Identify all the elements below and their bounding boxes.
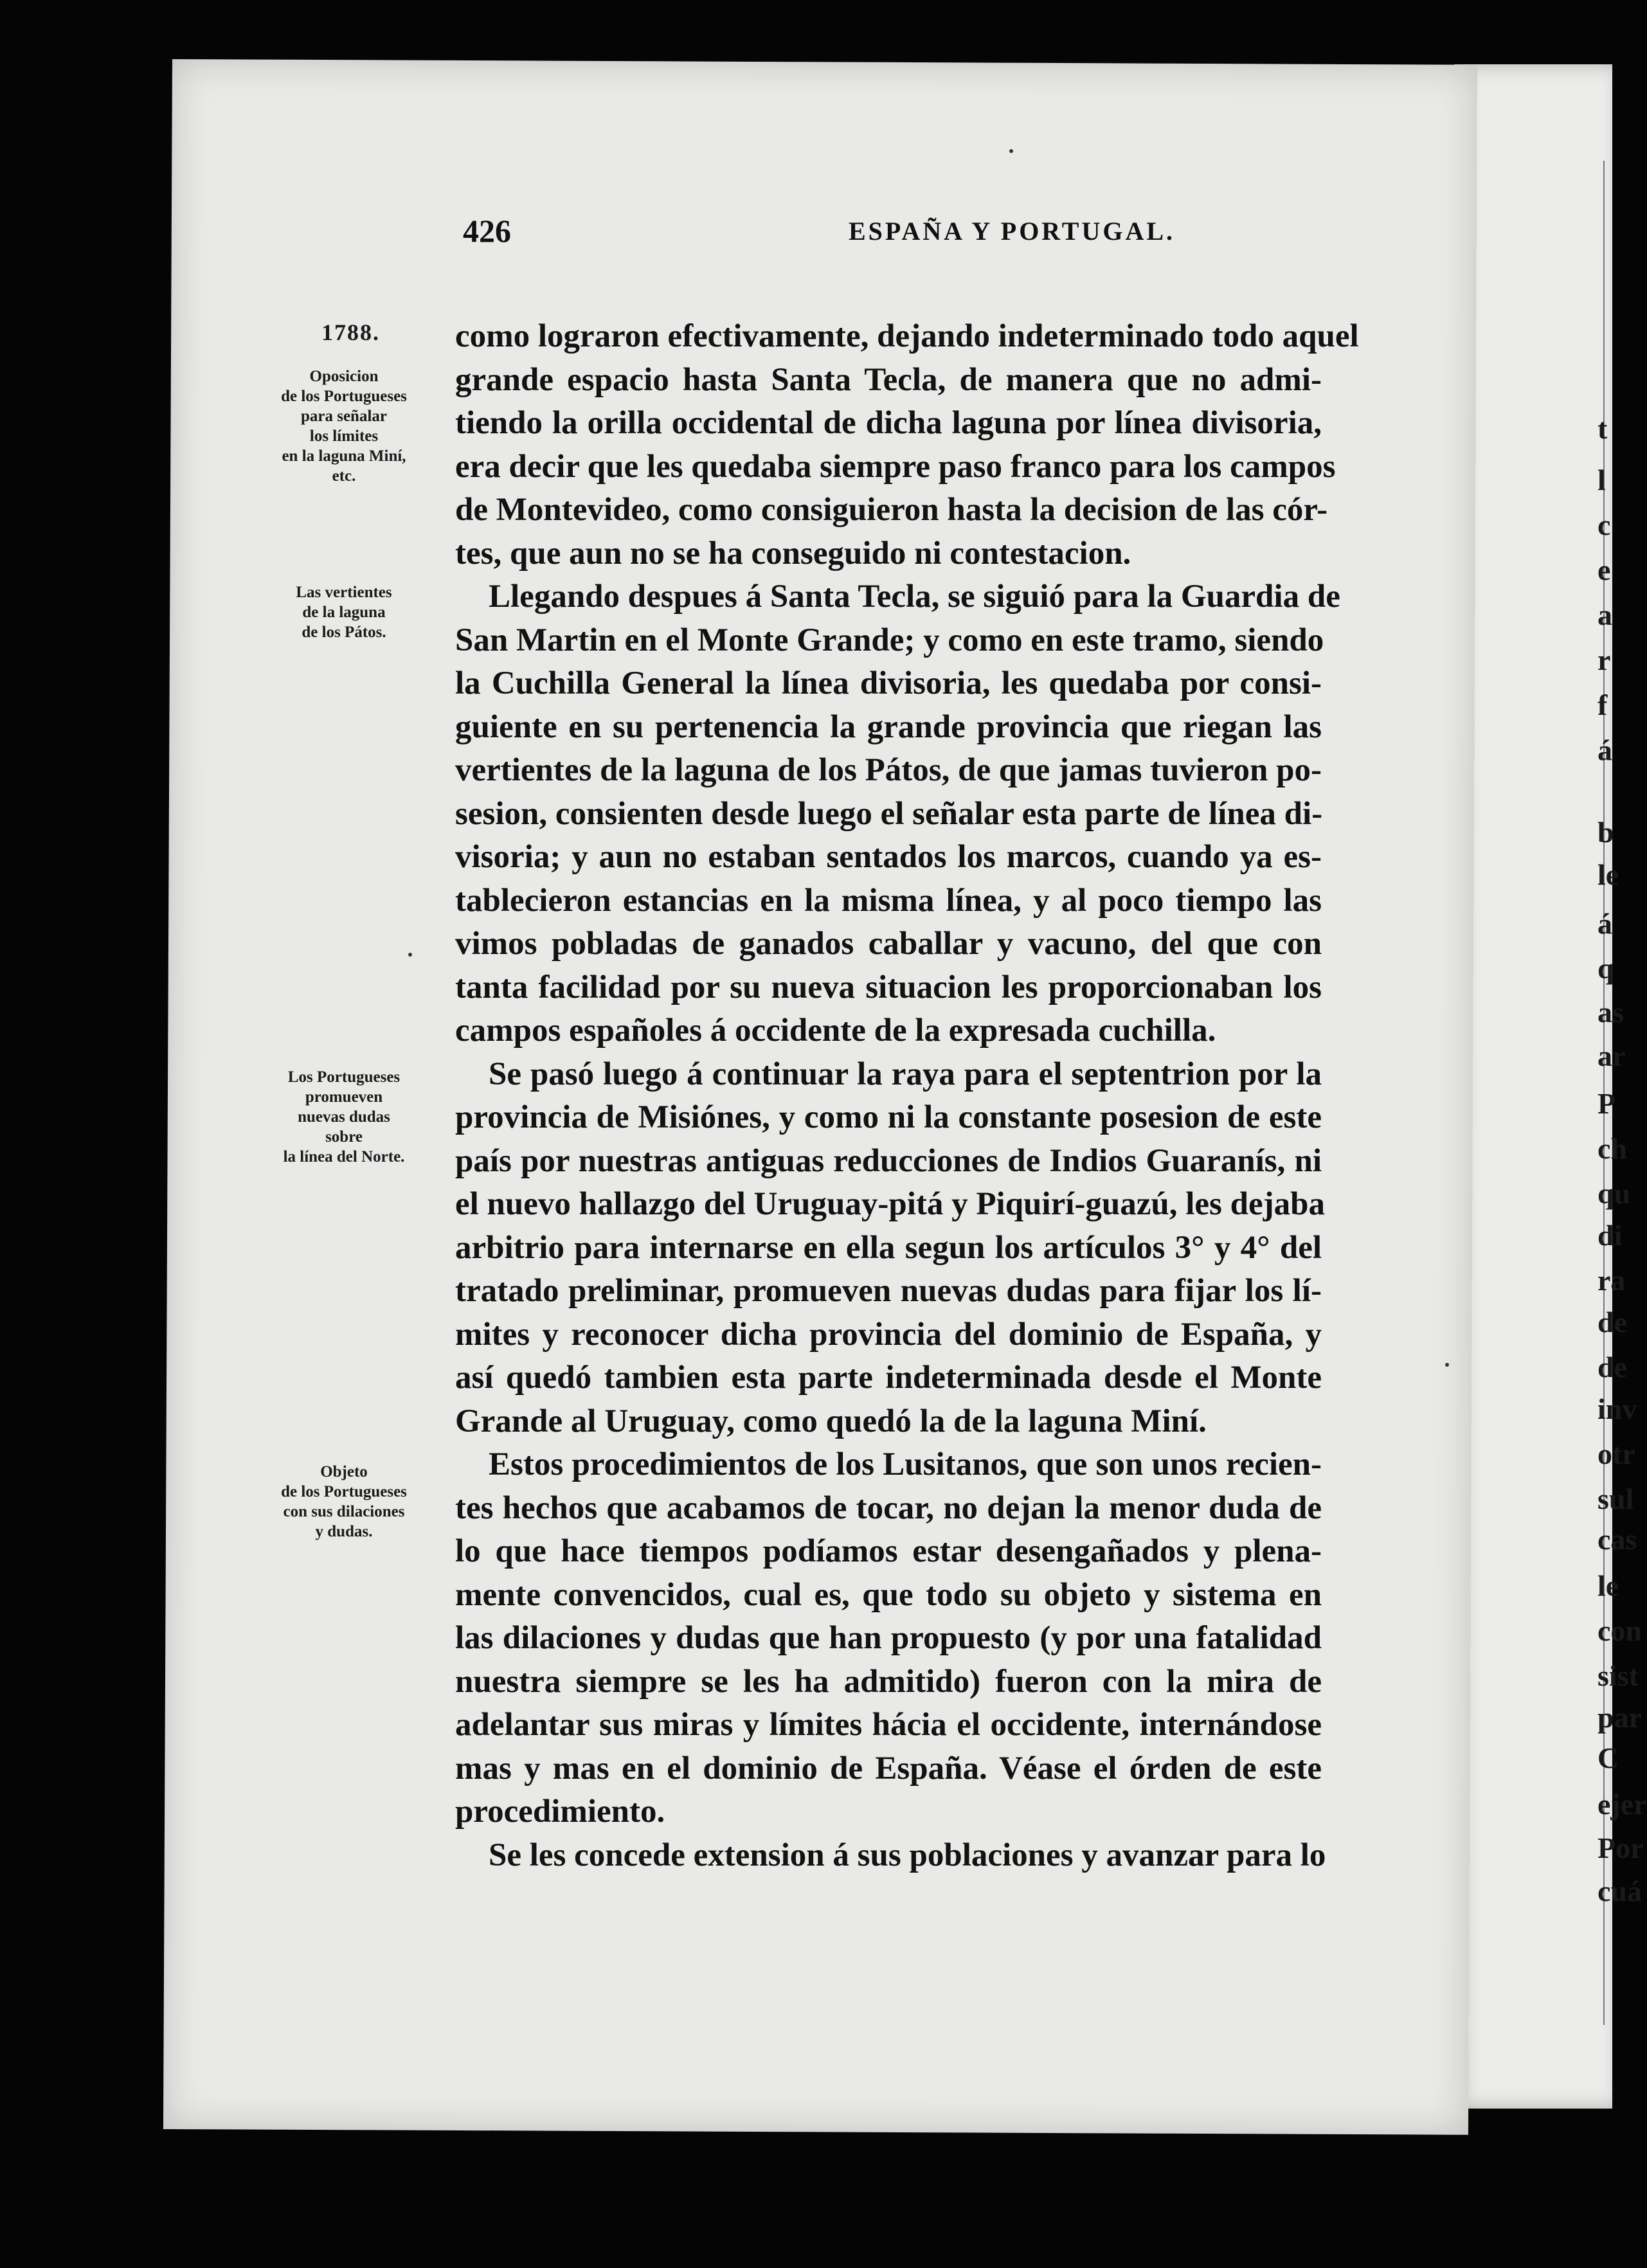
- note-line: Los Portugueses: [287, 1068, 401, 1086]
- body-line: provincia de Misiónes, y como ni la constante posesion de este: [455, 1099, 1322, 1135]
- adjacent-page-fragment: sist: [1598, 1659, 1639, 1692]
- body-line: vertientes de la laguna de los Pátos, de que jamas tuvieron po-: [455, 752, 1322, 788]
- body-line: mente convencidos, cual es, que todo su objeto y sistema en: [455, 1576, 1322, 1613]
- adjacent-page-fragment: par: [1598, 1701, 1642, 1734]
- adjacent-page-fragment: a: [1598, 598, 1612, 631]
- scan-speck: [1445, 1363, 1449, 1367]
- adjacent-page-fragment: le: [1598, 858, 1619, 891]
- note-line: nuevas dudas: [298, 1108, 390, 1126]
- body-line: tiendo la orilla occidental de dicha laguna por línea divisoria,: [455, 405, 1322, 441]
- adjacent-page-fragment: sul: [1598, 1482, 1634, 1515]
- body-line: visoria; y aun no estaban sentados los marcos, cuando ya es-: [455, 839, 1322, 875]
- adjacent-page-fragment: q: [1598, 952, 1614, 985]
- adjacent-page-fragment: ejer: [1598, 1788, 1647, 1821]
- note-line: sobre: [325, 1128, 363, 1146]
- note-line: Objeto: [320, 1463, 368, 1480]
- body-line: el nuevo hallazgo del Uruguay-pitá y Piquirí-guazú, les dejaba: [455, 1186, 1325, 1222]
- scan-speck: [408, 953, 412, 957]
- note-line: Oposicion: [309, 368, 379, 385]
- adjacent-page-fragment: as: [1598, 996, 1624, 1029]
- note-line: de los Pátos.: [302, 624, 386, 641]
- body-line: mas y mas en el dominio de España. Véase el órden de este: [455, 1750, 1322, 1787]
- adjacent-page-fragment: r: [1598, 644, 1611, 676]
- body-line: la Cuchilla General la línea divisoria, les quedaba por consi-: [455, 665, 1322, 701]
- adjacent-page-fragment: C: [1598, 1742, 1619, 1774]
- adjacent-page-fragment: f: [1598, 688, 1608, 721]
- adjacent-page-fragment: c: [1598, 509, 1611, 541]
- adjacent-page-fragment: ar: [1598, 1040, 1626, 1072]
- margin-note-linea-norte: [251, 1067, 437, 1167]
- adjacent-page-fragment: á: [1598, 734, 1612, 766]
- adjacent-page-fragment: le: [1598, 1569, 1619, 1602]
- running-title: ESPAÑA Y PORTUGAL.: [849, 217, 1176, 246]
- body-line: tablecieron estancias en la misma línea, y al poco tiempo las: [455, 882, 1322, 919]
- note-line: con sus dilaciones: [283, 1503, 405, 1520]
- page-number: 426: [463, 213, 511, 249]
- body-line: como lograron efectivamente, dejando indeterminado todo aquel: [455, 318, 1359, 354]
- body-line: procedimiento.: [455, 1794, 665, 1830]
- body-line: era decir que les quedaba siempre paso franco para los campos: [455, 448, 1336, 485]
- body-line: tes, que aun no se ha conseguido ni contestacion.: [455, 535, 1131, 572]
- adjacent-page-fragment: l: [1598, 464, 1606, 496]
- adjacent-page-fragment: ch: [1598, 1132, 1627, 1165]
- note-line: Las vertientes: [296, 584, 392, 601]
- adjacent-page-fragment: con: [1598, 1614, 1642, 1647]
- adjacent-page-fragment: de: [1598, 1306, 1627, 1338]
- margin-year: 1788.: [321, 320, 380, 345]
- body-line: vimos pobladas de ganados caballar y vacuno, del que con: [455, 926, 1322, 962]
- adjacent-page-fragment: ra: [1598, 1264, 1626, 1297]
- adjacent-page-fragment: cas: [1598, 1523, 1637, 1556]
- body-line: tes hechos que acabamos de tocar, no dejan la menor duda de: [455, 1490, 1322, 1526]
- note-line: promueven: [305, 1088, 383, 1106]
- body-line: tratado preliminar, promueven nuevas dudas para fijar los lí-: [455, 1273, 1322, 1309]
- page-header: [283, 212, 1305, 251]
- body-line: arbitrio para internarse en ella segun los artículos 3° y 4° del: [455, 1229, 1322, 1266]
- adjacent-page-fragment: de: [1598, 1351, 1627, 1383]
- adjacent-page-fragment: t: [1598, 412, 1608, 445]
- body-line: lo que hace tiempos podíamos estar desengañados y plena-: [455, 1533, 1322, 1569]
- body-line: nuestra siempre se les ha admitido) fueron con la mira de: [455, 1663, 1322, 1700]
- body-line: Llegando despues á Santa Tecla, se siguió para la Guardia de: [489, 579, 1340, 615]
- adjacent-page-fragment: b: [1598, 816, 1614, 849]
- margin-note-oposicion: [251, 366, 437, 486]
- body-line: grande espacio hasta Santa Tecla, de manera que no admi-: [455, 361, 1322, 398]
- body-line: país por nuestras antiguas reducciones de Indios Guaranís, ni: [455, 1142, 1322, 1179]
- adjacent-page-fragment: inv: [1598, 1392, 1637, 1425]
- adjacent-page-fragment: Por: [1598, 1832, 1644, 1864]
- note-line: etc.: [332, 467, 356, 485]
- adjacent-page-fragment: di: [1598, 1219, 1623, 1252]
- body-lines: [455, 315, 1359, 1877]
- body-line: adelantar sus miras y límites hácia el occidente, internándose: [455, 1707, 1322, 1743]
- note-line: de los Portugueses: [281, 388, 407, 405]
- body-line: así quedó tambien esta parte indeterminada desde el Monte: [455, 1360, 1322, 1396]
- adjacent-page-fragment: qu: [1598, 1177, 1631, 1210]
- adjacent-page-fragment: P: [1598, 1087, 1616, 1120]
- note-line: y dudas.: [315, 1523, 373, 1540]
- body-line: Estos procedimientos de los Lusitanos, que son unos recien-: [489, 1446, 1322, 1482]
- body-line: de Montevideo, como consiguieron hasta la decision de las cór-: [455, 492, 1328, 528]
- body-line: Se les concede extension á sus poblaciones y avanzar para lo: [489, 1837, 1326, 1873]
- body-line: sesion, consienten desde luego el señalar esta parte de línea di-: [455, 795, 1323, 832]
- note-line: para señalar: [300, 408, 388, 425]
- body-line: Se pasó luego á continuar la raya para el septentrion por la: [489, 1056, 1322, 1092]
- body-line: guiente en su pertenencia la grande provincia que riegan las: [455, 708, 1322, 745]
- body-line: Grande al Uruguay, como quedó la de la laguna Miní.: [455, 1403, 1207, 1439]
- adjacent-page-fragment: cuá: [1598, 1875, 1642, 1907]
- note-line: la línea del Norte.: [283, 1148, 405, 1166]
- body-line: las dilaciones y dudas que han propuesto (y por una fatalidad: [455, 1620, 1322, 1656]
- body-line: campos españoles á occidente de la expresada cuchilla.: [455, 1013, 1216, 1048]
- note-line: de la laguna: [302, 604, 386, 621]
- adjacent-page-fragment: e: [1598, 554, 1611, 586]
- note-line: en la laguna Miní,: [282, 447, 406, 465]
- adjacent-page-edge: [1454, 64, 1612, 2109]
- body-line: mites y reconocer dicha provincia del dominio de España, y: [455, 1316, 1322, 1353]
- body-line: tanta facilidad por su nueva situacion les proporcionaban los: [455, 969, 1322, 1005]
- adjacent-page-fragment: á: [1598, 907, 1612, 940]
- note-line: los límites: [309, 428, 379, 445]
- adjacent-page-fragment: otr: [1598, 1437, 1635, 1470]
- body-line: San Martin en el Monte Grande; y como en este tramo, siendo: [455, 622, 1324, 658]
- scan-speck: [1009, 149, 1013, 153]
- margin-note-objeto: [251, 1462, 437, 1542]
- margin-note-vertientes: [251, 582, 437, 642]
- note-line: de los Portugueses: [281, 1483, 407, 1500]
